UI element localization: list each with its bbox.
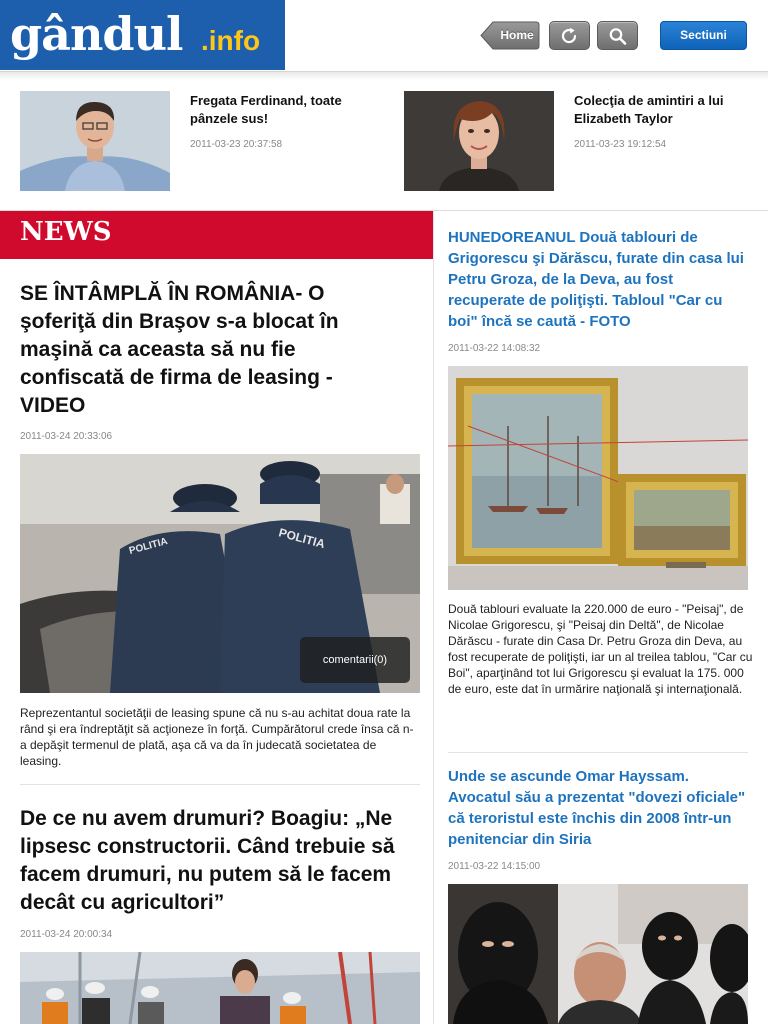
featured-date: 2011-03-23 20:37:58	[190, 139, 283, 150]
refresh-icon	[560, 27, 580, 45]
article-title[interactable]: HUNEDOREANUL Două tablouri de Grigorescu şi Dărăscu, furate din casa lui Petru Groza, de la Deva, au fost recuperate de poliţişti. Tabloul "Car cu boi" încă se caută - FOTO	[448, 229, 744, 330]
search-icon	[608, 27, 628, 45]
featured-thumbnail-man[interactable]	[20, 91, 170, 191]
featured-date: 2011-03-23 19:12:54	[574, 139, 667, 150]
featured-title[interactable]: Colecţia de amintiri a lui Elizabeth Taylor	[574, 93, 724, 126]
article-image-omar-hayssam[interactable]	[448, 884, 748, 1024]
featured-thumbnail-woman[interactable]	[404, 91, 554, 191]
logo-wordmark: gândul	[10, 7, 183, 61]
article-separator	[20, 784, 420, 785]
featured-item[interactable]	[404, 91, 764, 191]
home-button-label: Home	[500, 28, 534, 42]
news-section-header	[0, 211, 433, 259]
featured-item[interactable]	[20, 91, 380, 191]
header-shadow	[0, 72, 768, 80]
svg-text:POLITIA: POLITIA	[277, 525, 327, 552]
featured-title[interactable]: Fregata Ferdinand, toate pânzele sus!	[190, 93, 342, 126]
article-date: 2011-03-24 20:33:06	[20, 431, 113, 442]
article-title[interactable]: SE ÎNTÂMPLĂ ÎN ROMÂNIA- O şoferiţă din Braşov s-a blocat în maşină ca aceasta să nu fie confiscată de firma de leasing - VIDEO	[20, 282, 339, 417]
article-summary: Reprezentantul societăţii de leasing spune că nu s-au achitat doua rate la rând şi era îndreptăţit să acţioneze în forţă. Cumpărătorul crede însa că n-a depăşit termenul de plată, aşa că va da în judecată societatea de leasing.	[20, 706, 414, 768]
article-title[interactable]: Unde se ascunde Omar Hayssam. Avocatul său a prezentat "dovezi oficiale" că teroristul este închis din 2008 într-un penitenciar din Siria	[448, 768, 746, 848]
site-logo[interactable]	[0, 0, 285, 70]
comments-badge[interactable]: comentarii(0)	[300, 637, 410, 683]
article-title[interactable]: De ce nu avem drumuri? Boagiu: „Ne lipsesc constructorii. Când trebuie să facem drumuri, nu putem să le facem decât cu agricultori”	[20, 807, 395, 914]
article-image-paintings[interactable]	[448, 366, 748, 590]
search-button[interactable]	[597, 21, 638, 50]
home-button[interactable]	[480, 21, 540, 50]
article-date: 2011-03-24 20:00:34	[20, 929, 113, 940]
news-section-label: NEWS	[20, 217, 112, 247]
article-summary: Două tablouri evaluate la 220.000 de euro - "Peisaj", de Nicolae Grigorescu, şi "Peisaj din Deltă", de Nicolae Dărăscu - furate din Casa Dr. Petru Groza din Deva, au fost recuperate de poliţişti, iar un al treilea tablou, "Car cu Boi", aparţinând tot lui Grigorescu şi evaluat la 175. 000 de euro, este dat în urmărire naţională şi internaţională.	[448, 602, 753, 696]
top-bar	[0, 0, 768, 72]
article-image-police[interactable]	[20, 454, 420, 693]
article-image-minister[interactable]	[20, 952, 420, 1024]
column-separator	[433, 211, 434, 1024]
logo-suffix: .info	[201, 25, 261, 56]
article-date: 2011-03-22 14:08:32	[448, 343, 541, 354]
sections-button[interactable]: Sectiuni	[660, 21, 747, 50]
refresh-button[interactable]	[549, 21, 590, 50]
svg-text:POLITIA: POLITIA	[127, 536, 169, 557]
article-date: 2011-03-22 14:15:00	[448, 861, 541, 872]
article-separator	[448, 752, 748, 753]
